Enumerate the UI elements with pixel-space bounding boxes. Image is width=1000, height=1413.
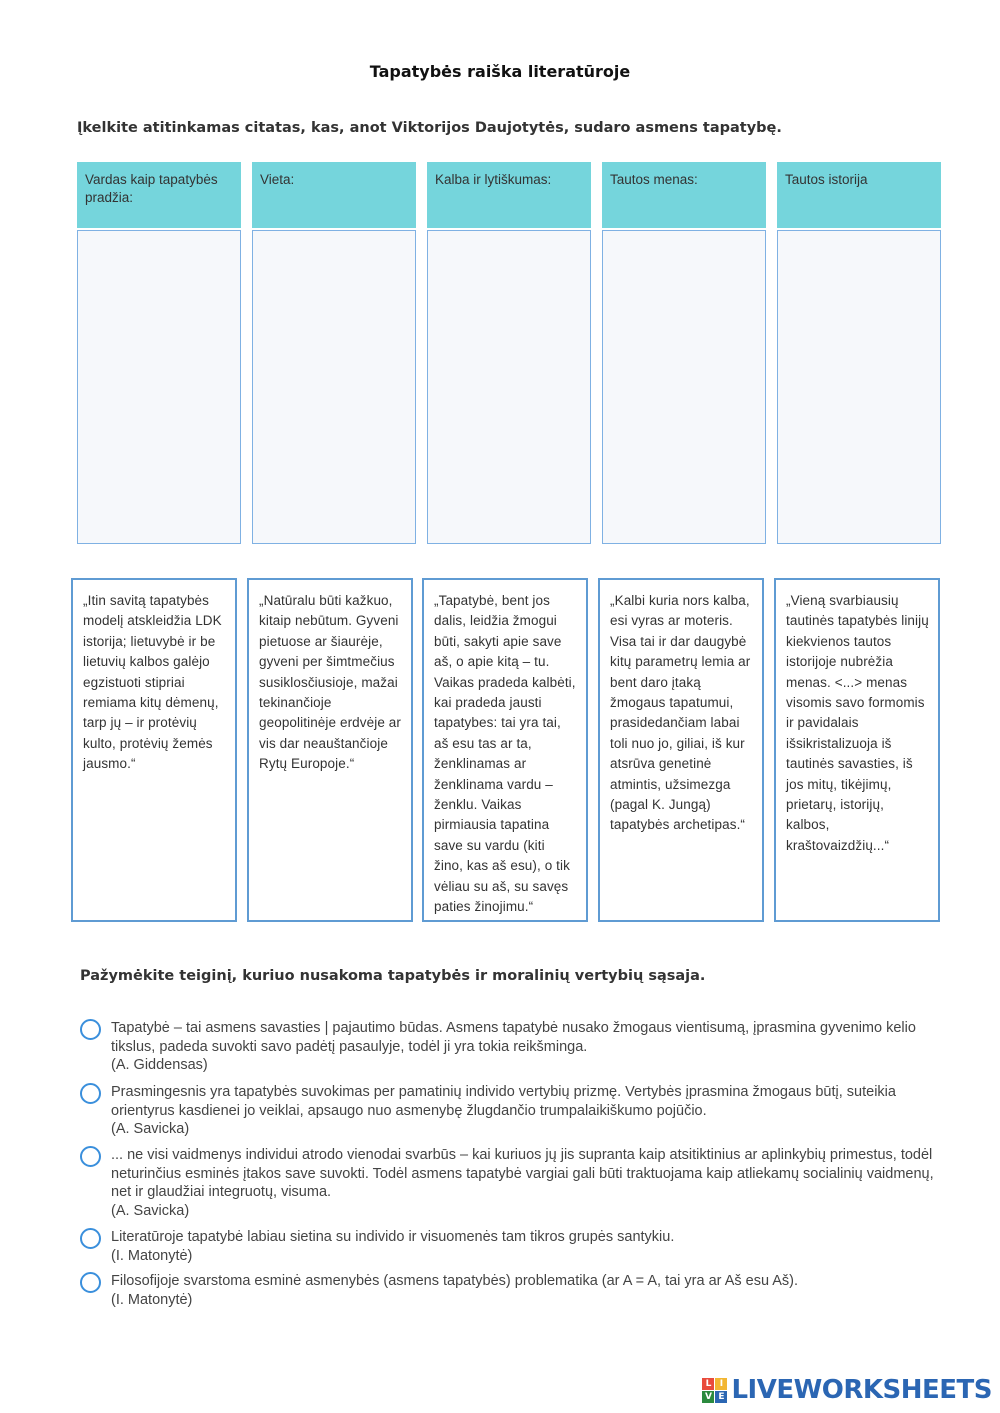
quote-card-name[interactable]: „Tapatybė, bent jos dalis, leidžia žmogui būti, sakyti apie save aš, o apie kitą – tu. Vaikas pradeda kalbėti, kai pradeda jausti tapatybes: tai yra tai, aš esu tas ar ta, ženklinamas ar ženklinama vardu – ženklu. Vaikas pirmiausia tapatina save su vardu (kiti žino, kas aš esu), o tik vėliau su aš, su savęs paties žinojimu.“ — [422, 578, 588, 922]
category-header-name: Vardas kaip tapatybės pradžia: — [77, 162, 241, 228]
task1-instruction: Įkelkite atitinkamas citatas, kas, anot Viktorijos Daujotytės, sudaro asmens tapatybę. — [77, 120, 782, 136]
option-author: (I. Matonytė) — [111, 1247, 193, 1264]
drop-zone-art[interactable] — [602, 230, 766, 544]
drop-zone-history[interactable] — [777, 230, 941, 544]
radio-button[interactable] — [80, 1019, 101, 1040]
category-header-art: Tautos menas: — [602, 162, 766, 228]
category-header-place: Vieta: — [252, 162, 416, 228]
logo-text: LIVEWORKSHEETS — [731, 1375, 992, 1405]
drop-zone-place[interactable] — [252, 230, 416, 544]
option-author: (A. Savicka) — [111, 1202, 190, 1219]
option-text: Filosofijoje svarstoma esminė asmenybės (asmens tapatybės) problematika (ar A = A, tai yra ar Aš esu Aš). — [111, 1273, 799, 1289]
option-text: ... ne visi vaidmenys individui atrodo vienodai svarbūs – kai kuriuos jų jis supranta kaip atsitiktinius ar aplinkybių primestus, todėl neturinčius esminės įtakos save suvokti. Todėl asmens tapatybė vargiai gali būti traktuojama kaip atliekamų socialinių vaidmenų, net ir glaudžiai integruotų, visuma. — [111, 1147, 934, 1200]
quote-card-ldk-history[interactable]: „Itin savitą tapatybės modelį atskleidžia LDK istorija; lietuvybė ir be lietuvių kalbos galėjo egzistuoti stipriai remiama kitų dėmenų, tarp jų – ir protėvių kulto, protėvių žemės jausmo.“ — [71, 578, 237, 922]
option-text: Prasmingesnis yra tapatybės suvokimas per pamatinių individo vertybių prizmę. Vertybės įprasmina žmogaus būtį, suteikia orientyrus kasdienei jo veiklai, apsaugo nuo asmenybę žlugdančio trumpalaikiškumo pojūčio. — [111, 1084, 896, 1119]
logo-icon: L I V E — [702, 1378, 727, 1403]
option-author: (A. Savicka) — [111, 1121, 190, 1137]
radio-button[interactable] — [80, 1272, 101, 1293]
option-author: (A. Giddensas) — [111, 1057, 208, 1073]
radio-button[interactable] — [80, 1146, 101, 1167]
liveworksheets-logo — [702, 1375, 992, 1405]
category-header-history: Tautos istorija — [777, 162, 941, 228]
category-header-language: Kalba ir lytiškumas: — [427, 162, 591, 228]
task2-instruction: Pažymėkite teiginį, kuriuo nusakoma tapatybės ir moralinių vertybių sąsaja. — [80, 968, 706, 984]
quote-card-place[interactable]: „Natūralu būti kažkuo, kitaip nebūtum. Gyveni pietuose ar šiaurėje, gyveni per šimtmečius susiklosčiusioje, mažai tekinančioje geopolitinėje erdvėje ar vis dar neauštančioje Rytų Europoje.“ — [247, 578, 413, 922]
radio-button[interactable] — [80, 1083, 101, 1104]
option-author: (I. Matonytė) — [111, 1291, 193, 1308]
radio-button[interactable] — [80, 1228, 101, 1249]
quote-card-language[interactable]: „Kalbi kuria nors kalba, esi vyras ar moteris. Visa tai ir dar daugybė kitų parametrų lemia ar bent daro įtaką žmogaus tapatumui, prasidedančiam labai toli nuo jo, giliai, iš kur atsrūva genetinė atmintis, užsimezga (pagal K. Jungą) tapatybės archetipas.“ — [598, 578, 764, 922]
drop-zone-name[interactable] — [77, 230, 241, 544]
quote-card-art[interactable]: „Vieną svarbiausių tautinės tapatybės linijų kiekvienos tautos istorijoje nubrėžia menas. <...> menas visomis savo formomis ir pavidalais išsikristalizuoja iš tautinės savasties, iš jos mitų, tikėjimų, prietarų, istorijų, kalbos, kraštovaizdžių...“ — [774, 578, 940, 922]
option-text: Tapatybė – tai asmens savasties | pajautimo būdas. Asmens tapatybė nusako žmogaus vientisumą, įprasmina gyvenimo kelio tikslus, padeda suvokti savo padėtį pasaulyje, todėl ji yra tokia reikšminga. — [111, 1020, 916, 1055]
drop-zone-language[interactable] — [427, 230, 591, 544]
page-title: Tapatybės raiška literatūroje — [369, 62, 631, 81]
option-text: Literatūroje tapatybė labiau sietina su individo ir visuomenės tam tikros grupės santykiu. — [111, 1229, 675, 1245]
